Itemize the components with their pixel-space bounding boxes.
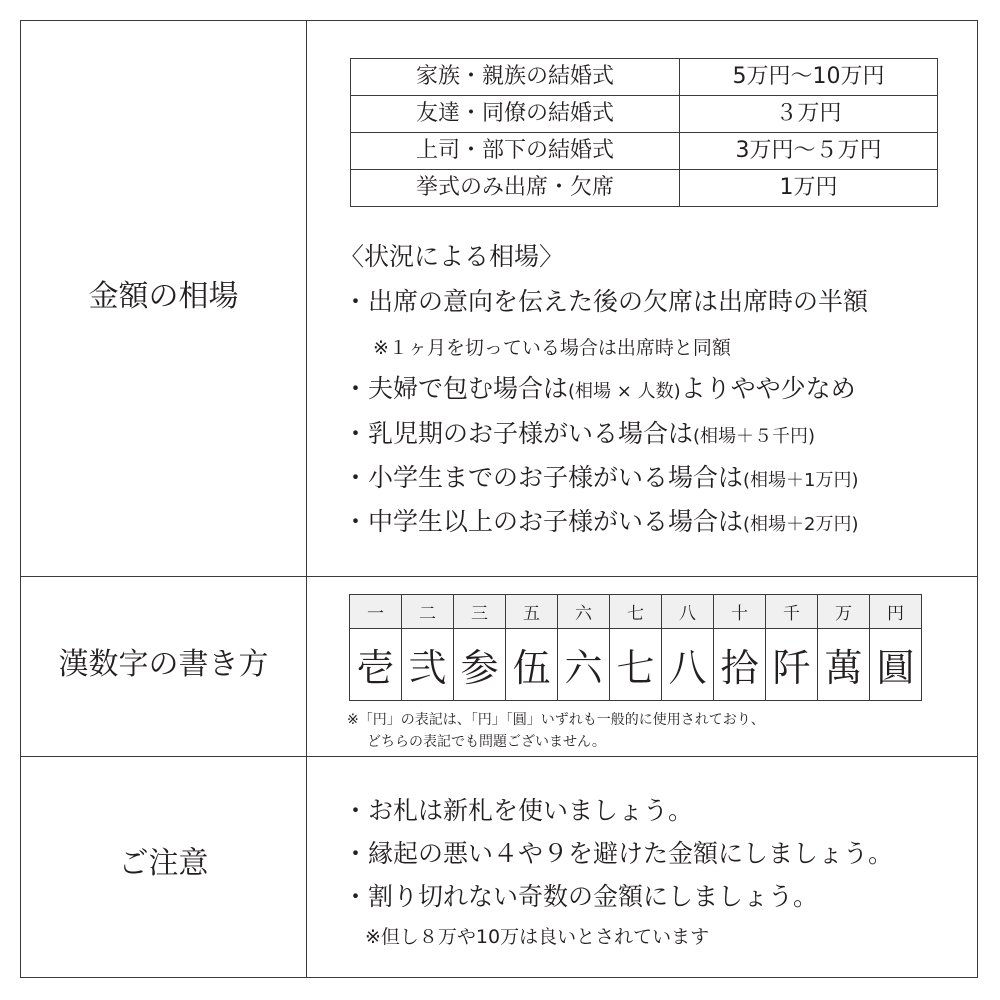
kanji-normal-row	[350, 595, 922, 629]
caution-item: ・割り切れない奇数の金額にしましょう。	[343, 882, 819, 911]
kanji-normal-cell: 万	[818, 595, 870, 629]
kanji-formal-cell: 萬	[818, 629, 870, 701]
kanji-formal-cell: 阡	[766, 629, 818, 701]
caution-item: ・縁起の悪い４や９を避けた金額にしましょう。	[343, 839, 894, 868]
situation-paren: (相場＋1万円)	[743, 470, 859, 491]
kanji-note-line1: ※「円」の表記は、「円」「圓」いずれも一般的に使用されており、	[347, 712, 765, 728]
table-row	[351, 59, 938, 96]
kanji-normal-cell: 六	[558, 595, 610, 629]
kanji-formal-cell: 八	[662, 629, 714, 701]
situation-paren: (相場＋2万円)	[743, 514, 859, 535]
kanji-normal-cell: 八	[662, 595, 714, 629]
kanji-normal-cell: 千	[766, 595, 818, 629]
situation-item	[343, 462, 859, 497]
situation-item	[343, 373, 856, 408]
rate-amount: 5万円～10万円	[680, 59, 938, 96]
kanji-normal-cell: 円	[870, 595, 922, 629]
situation-text: ・小学生までのお子様がいる場合は	[343, 463, 744, 492]
situation-text: ・夫婦で包む場合は	[343, 374, 569, 403]
rate-table	[350, 58, 938, 207]
situation-note-text: ※１ヶ月を切っている場合は出席時と同額	[373, 337, 731, 359]
rate-case: 上司・部下の結婚式	[351, 133, 680, 170]
rate-case: 友達・同僚の結婚式	[351, 96, 680, 133]
situation-paren: (相場 × 人数)	[568, 381, 681, 402]
situations-title: 〈状況による相場〉	[339, 242, 565, 271]
kanji-formal-cell: 参	[454, 629, 506, 701]
kanji-table	[349, 594, 922, 701]
kanji-formal-cell: 伍	[506, 629, 558, 701]
kanji-formal-cell: 壱	[350, 629, 402, 701]
situation-text: ・中学生以上のお子様がいる場合は	[343, 507, 744, 536]
situation-paren: (相場＋５千円)	[693, 426, 816, 447]
column-divider	[306, 21, 307, 977]
rate-amount: ３万円	[680, 96, 938, 133]
table-row	[351, 133, 938, 170]
kanji-formal-cell: 圓	[870, 629, 922, 701]
rate-amount: 3万円～５万円	[680, 133, 938, 170]
table-row	[351, 96, 938, 133]
kanji-section-label: 漢数字の書き方	[58, 647, 269, 682]
situation-item	[343, 506, 859, 541]
kanji-formal-cell: 六	[558, 629, 610, 701]
kanji-formal-cell: 弐	[402, 629, 454, 701]
caution-note: ※但し８万や10万は良いとされています	[365, 926, 710, 948]
kanji-formal-cell: 七	[610, 629, 662, 701]
situation-note	[373, 333, 731, 360]
kanji-normal-cell: 二	[402, 595, 454, 629]
kanji-normal-cell: 五	[506, 595, 558, 629]
rate-amount: 1万円	[680, 170, 938, 207]
rate-case: 挙式のみ出席・欠席	[351, 170, 680, 207]
situation-item	[343, 286, 868, 318]
caution-item: ・お札は新札を使いましょう。	[343, 796, 694, 825]
situation-item	[343, 418, 815, 453]
rate-case: 家族・親族の結婚式	[351, 59, 680, 96]
kanji-note-line2: どちらの表記でも問題ございません。	[367, 734, 606, 750]
situation-tail: よりやや少なめ	[680, 374, 856, 403]
kanji-normal-cell: 七	[610, 595, 662, 629]
row-divider-2	[21, 756, 977, 757]
kanji-normal-cell: 十	[714, 595, 766, 629]
kanji-formal-cell: 拾	[714, 629, 766, 701]
situation-text: ・乳児期のお子様がいる場合は	[343, 419, 694, 448]
kanji-normal-cell: 一	[350, 595, 402, 629]
guide-frame	[20, 20, 978, 978]
table-row	[351, 170, 938, 207]
kanji-normal-cell: 三	[454, 595, 506, 629]
row-divider-1	[21, 576, 977, 577]
amount-section-label: 金額の相場	[88, 279, 239, 314]
kanji-formal-row	[350, 629, 922, 701]
caution-section-label: ご注意	[118, 846, 209, 881]
situation-text: ・出席の意向を伝えた後の欠席は出席時の半額	[343, 287, 869, 316]
